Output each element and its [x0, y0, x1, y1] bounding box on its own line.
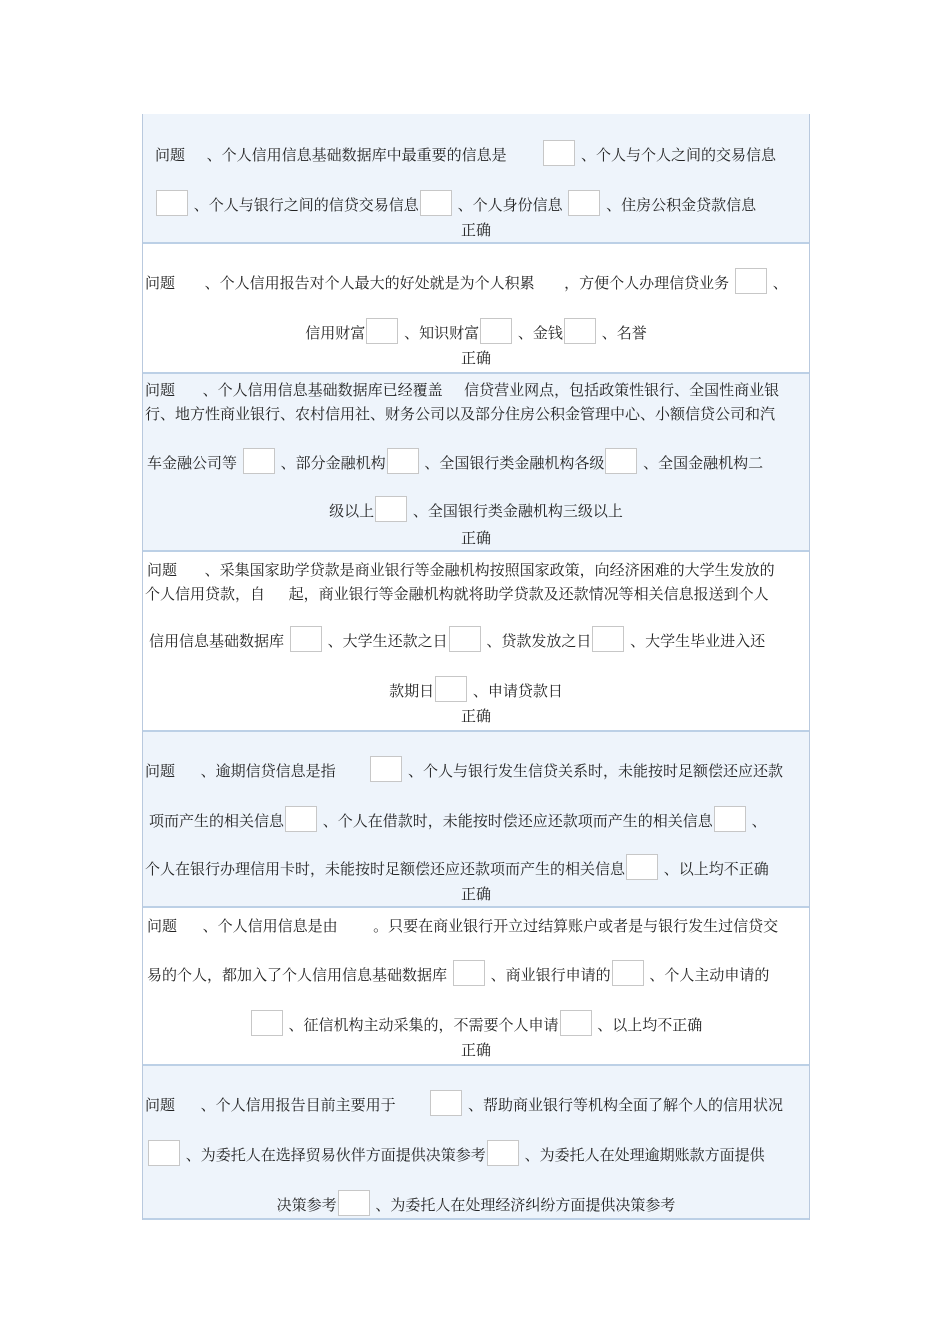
quiz-sheet: [142, 114, 810, 1220]
question-stem-end: 信用信息基础数据库: [149, 632, 285, 650]
answer-status: 正确: [460, 885, 491, 903]
option-a-text: 、: [772, 274, 788, 292]
option-a-text-cont: 信用财富: [305, 324, 366, 342]
option-a-text: 、大学生还款之日: [327, 632, 448, 650]
option-d-text: 、以上均不正确: [597, 1016, 703, 1034]
option-c-text-cont: 级以上: [329, 502, 375, 520]
question-stem-cont2: 起，商业银行等金融机构就将助学贷款及还款情况等相关信息报送到个人: [288, 585, 769, 603]
answer-status: 正确: [460, 707, 491, 725]
option-box-c[interactable]: [251, 1010, 283, 1036]
question-stem-line: 行、地方性商业银行、农村信用社、财务公司以及部分住房公积金管理中心、小额信贷公司和汽: [145, 405, 776, 423]
question-label: 问题: [145, 381, 176, 399]
option-b-text: 、贷款发放之日: [486, 632, 592, 650]
option-c-text: 、个人身份信息: [457, 196, 563, 214]
question-block-1: [143, 114, 809, 242]
option-c-text: 、: [751, 812, 767, 830]
option-box-b[interactable]: [387, 448, 419, 474]
option-b-text: 、个人在借款时，未能按时偿还应还款项而产生的相关信息: [322, 812, 713, 830]
question-stem: 、采集国家助学贷款是商业银行等金融机构按照国家政策，向经济困难的大学生发放的: [204, 561, 775, 579]
question-stem: 、个人信用报告对个人最大的好处就是为个人积累: [204, 274, 535, 292]
option-box-b[interactable]: [366, 318, 398, 344]
option-box-c[interactable]: [605, 448, 637, 474]
question-stem-cont: 信贷营业网点，包括政策性银行、全国性商业银: [464, 381, 780, 399]
option-box-b[interactable]: [612, 960, 644, 986]
option-c-text: 、为委托人在处理逾期账款方面提供: [524, 1146, 765, 1164]
option-d-text: 、名誉: [601, 324, 647, 342]
option-d-text: 、以上均不正确: [663, 860, 769, 878]
question-stem-cont: 。只要在商业银行开立过结算账户或者是与银行发生过信贷交: [373, 917, 779, 935]
option-b-text: 、为委托人在选择贸易伙伴方面提供决策参考: [185, 1146, 486, 1164]
option-box-b[interactable]: [285, 806, 317, 832]
option-b-text: 、个人主动申请的: [649, 966, 770, 984]
answer-status: 正确: [460, 1041, 491, 1059]
question-stem: 、个人信用报告目前主要用于: [200, 1096, 396, 1114]
question-label: 问题: [145, 1096, 176, 1114]
option-box-d[interactable]: [338, 1190, 370, 1216]
option-box-b[interactable]: [148, 1140, 180, 1166]
answer-status: 正确: [460, 221, 491, 239]
question-stem: 、个人信用信息是由: [202, 917, 338, 935]
option-box-a[interactable]: [290, 626, 322, 652]
option-a-text: 、个人与个人之间的交易信息: [580, 146, 776, 164]
option-box-a[interactable]: [735, 268, 767, 294]
option-box-d[interactable]: [568, 190, 600, 216]
question-label: 问题: [147, 561, 178, 579]
option-box-a[interactable]: [543, 140, 575, 166]
option-box-c[interactable]: [487, 1140, 519, 1166]
option-c-text: 、征信机构主动采集的，不需要个人申请: [288, 1016, 559, 1034]
option-d-text: 、申请贷款日: [472, 682, 563, 700]
option-a-text-cont: 项而产生的相关信息: [149, 812, 285, 830]
option-box-c[interactable]: [420, 190, 452, 216]
option-c-text-cont: 决策参考: [276, 1196, 337, 1214]
question-stem-cont: 个人信用贷款，自: [145, 585, 266, 603]
question-label: 问题: [145, 762, 176, 780]
option-a-text: 、部分金融机构: [280, 454, 386, 472]
question-stem-end: 易的个人，都加入了个人信用信息基础数据库: [147, 966, 448, 984]
option-c-text: 、大学生毕业进入还: [630, 632, 766, 650]
question-block-6: [143, 908, 809, 1064]
option-c-text-cont: 个人在银行办理信用卡时，未能按时足额偿还应还款项而产生的相关信息: [145, 860, 626, 878]
question-label: 问题: [155, 146, 186, 164]
question-block-7: [143, 1066, 809, 1220]
option-box-c[interactable]: [714, 806, 746, 832]
option-b-text: 、全国银行类金融机构各级: [424, 454, 605, 472]
option-a-text: 、帮助商业银行等机构全面了解个人的信用状况: [467, 1096, 783, 1114]
option-box-d[interactable]: [626, 854, 658, 880]
option-box-a[interactable]: [430, 1090, 462, 1116]
option-b-text: 、知识财富: [404, 324, 480, 342]
question-divider: [143, 1218, 809, 1220]
option-c-text: 、全国金融机构二: [643, 454, 764, 472]
option-box-b[interactable]: [449, 626, 481, 652]
question-label: 问题: [145, 274, 176, 292]
option-box-d[interactable]: [564, 318, 596, 344]
option-box-a[interactable]: [370, 756, 402, 782]
option-c-text: 、金钱: [517, 324, 563, 342]
question-block-2: [143, 244, 809, 372]
option-c-text-cont: 款期日: [389, 682, 435, 700]
option-box-d[interactable]: [435, 676, 467, 702]
question-stem: 、个人信用信息基础数据库中最重要的信息是: [206, 146, 507, 164]
question-block-3: [143, 374, 809, 550]
option-d-text: 、全国银行类金融机构三级以上: [412, 502, 623, 520]
option-a-text: 、个人与银行发生信贷关系时，未能按时足额偿还应还款: [407, 762, 783, 780]
option-d-text: 、住房公积金贷款信息: [606, 196, 757, 214]
option-box-c[interactable]: [480, 318, 512, 344]
option-a-text: 、商业银行申请的: [490, 966, 611, 984]
option-box-b[interactable]: [156, 190, 188, 216]
question-stem: 、逾期信贷信息是指: [200, 762, 336, 780]
option-box-d[interactable]: [375, 496, 407, 522]
question-stem-cont: ，方便个人办理信贷业务: [564, 274, 730, 292]
option-b-text: 、个人与银行之间的信贷交易信息: [193, 196, 419, 214]
question-block-4: [143, 552, 809, 730]
option-box-a[interactable]: [243, 448, 275, 474]
answer-status: 正确: [460, 349, 491, 367]
option-box-d[interactable]: [560, 1010, 592, 1036]
question-block-5: [143, 732, 809, 906]
question-stem-end: 车金融公司等: [147, 454, 238, 472]
option-box-c[interactable]: [592, 626, 624, 652]
question-label: 问题: [147, 917, 178, 935]
option-d-text: 、为委托人在处理经济纠纷方面提供决策参考: [375, 1196, 676, 1214]
option-box-a[interactable]: [453, 960, 485, 986]
answer-status: 正确: [460, 529, 491, 547]
question-stem: 、个人信用信息基础数据库已经覆盖: [202, 381, 443, 399]
